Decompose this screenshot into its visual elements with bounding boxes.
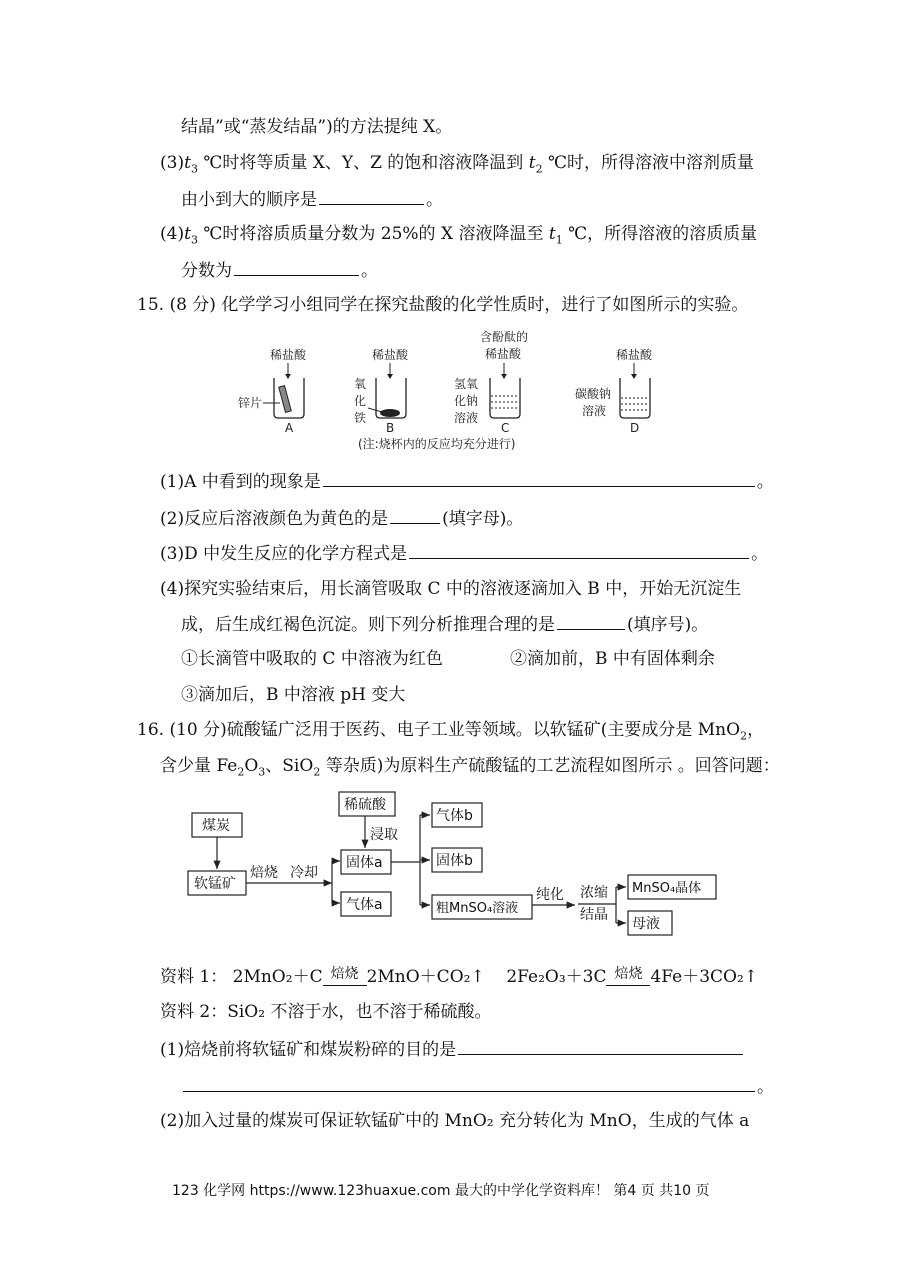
reaction-condition: 焙烧 [606,963,650,986]
fig-letter-b: B [386,421,395,435]
reaction-condition: 焙烧 [323,963,367,986]
q16-ref2: 资料 2：SiO₂ 不溶于水，也不溶于稀硫酸。 [160,1002,492,1022]
flow-solid-a: 固体a [346,855,383,871]
q16-flowchart [180,787,740,947]
answer-blank[interactable] [409,542,749,559]
q16-sub1-line1: (1)焙烧前将软锰矿和煤炭粉碎的目的是 [160,1038,745,1061]
flow-leach: 浸取 [370,827,398,843]
q14-part3-line1: $(3)t_3$ ℃时将等质量 X、Y、Z 的饱和溶液降温到 $t_2$ ℃时，所得溶液中溶剂质量 [160,153,754,176]
q15-sub1: (1)A 中看到的现象是 。 [160,472,774,492]
fig-label-acid-d: 稀盐酸 [616,348,653,362]
answer-blank[interactable] [234,259,359,276]
flow-gas-b: 气体b [436,808,473,824]
q15-sub2: (2)反应后溶液颜色为黄色的是 (填字母)。 [160,509,524,529]
q15-sub4-line2: 成，后生成红褐色沉淀。则下列分析推理合理的是 (填序号)。 [181,615,709,635]
fig-label-na2co3-1: 碳酸钠 [575,387,612,401]
answer-blank[interactable] [557,613,625,630]
zinc-strip [279,386,292,413]
answer-blank[interactable] [323,470,755,487]
q15-option-2: ②滴加前，B 中有固体剩余 [510,649,715,669]
fig-label-zinc: 锌片 [238,396,263,410]
q15-option-1: ①长滴管中吸取的 C 中溶液为红色 [181,649,443,669]
fig-letter-d: D [630,421,640,435]
fig-note: (注:烧杯内的反应均充分进行) [358,437,516,451]
fig-label-acid-c1: 含酚酞的 [480,330,529,344]
q15-option-3: ③滴加后，B 中溶液 pH 变大 [181,685,406,705]
flow-crude: 粗MnSO₄溶液 [436,901,519,916]
beaker-c [490,378,520,418]
fig-label-fe2: 化 [354,394,367,408]
q14-part4-line1: $(4)t_3$ ℃时将溶质质量分数为 25%的 X 溶液降温至 $t_1$ ℃，所得溶液的溶质质量 [160,224,758,247]
q16-sub2: (2)加入过量的煤炭可保证软锰矿中的 MnO₂ 充分转化为 MnO，生成的气体 a [160,1111,750,1131]
page-footer: 123 化学网 https://www.123huaxue.com 最大的中学化学资料库！ 第4 页 共10 页 [172,1183,710,1199]
flow-ore: 软锰矿 [194,876,236,892]
flow-roast: 焙烧 [250,865,278,881]
answer-blank[interactable] [458,1038,743,1055]
flow-coal: 煤炭 [202,818,230,834]
q16-stem-line2: 含少量 $Fe_2O_3$、SiO$_2$ 等杂质)为原料生产硫酸锰的工艺流程如图所示 。回答问题： [160,756,780,779]
q14-part4-line2: 分数为 。 [181,261,378,281]
fig-letter-c: C [501,421,510,435]
fig-label-na2co3-2: 溶液 [582,404,607,418]
flow-conc-1: 浓缩 [580,885,608,901]
flow-cool: 冷却 [290,865,318,881]
q16-sub1-line2: 。 [181,1075,774,1098]
q14-line-cont: 结晶”或“蒸发结晶”)的方法提纯 X。 [181,117,453,137]
q15-beaker-figure [230,328,670,458]
fig-label-naoh3: 溶液 [454,411,479,425]
flow-solid-b: 固体b [436,853,473,869]
q15-sub4-line1: (4)探究实验结束后，用长滴管吸取 C 中的溶液逐滴加入 B 中，开始无沉淀生 [160,579,742,599]
answer-blank[interactable] [319,188,424,205]
flow-acid: 稀硫酸 [344,797,386,813]
q16-stem-line1: 16. (10 分)硫酸锰广泛用于医药、电子工业等领域。以软锰矿(主要成分是 MnO$_2$， [137,720,765,743]
q15-sub3: (3)D 中发生反应的化学方程式是 。 [160,544,769,564]
answer-blank[interactable] [183,1075,755,1092]
fig-letter-a: A [285,421,294,435]
flow-crystal: MnSO₄晶体 [632,881,702,896]
q15-stem: 15. (8 分) 化学学习小组同学在探究盐酸的化学性质时，进行了如图所示的实验。 [137,295,749,315]
flow-purify: 纯化 [536,887,564,903]
iron-oxide-solid [380,409,400,417]
flow-gas-a: 气体a [346,897,383,913]
fig-label-acid-c2: 稀盐酸 [485,347,522,361]
flow-mother: 母液 [632,916,660,932]
fig-label-naoh1: 氢氧 [454,377,479,391]
fig-label-naoh2: 化钠 [454,394,479,408]
fig-label-fe1: 氧 [354,377,367,391]
fig-label-acid-b: 稀盐酸 [372,348,409,362]
fig-label-fe3: 铁 [354,411,367,425]
q16-ref1: 资料 1： 2MnO₂＋C 焙烧 2MnO＋CO₂↑ 2Fe₂O₃＋3C 焙烧 4Fe＋3CO₂↑ [160,963,758,988]
q14-part3-line2: 由小到大的顺序是 。 [181,190,443,210]
fig-label-acid-a: 稀盐酸 [270,348,307,362]
flow-conc-2: 结晶 [580,907,608,923]
beaker-a [274,378,304,418]
answer-blank[interactable] [390,507,440,524]
